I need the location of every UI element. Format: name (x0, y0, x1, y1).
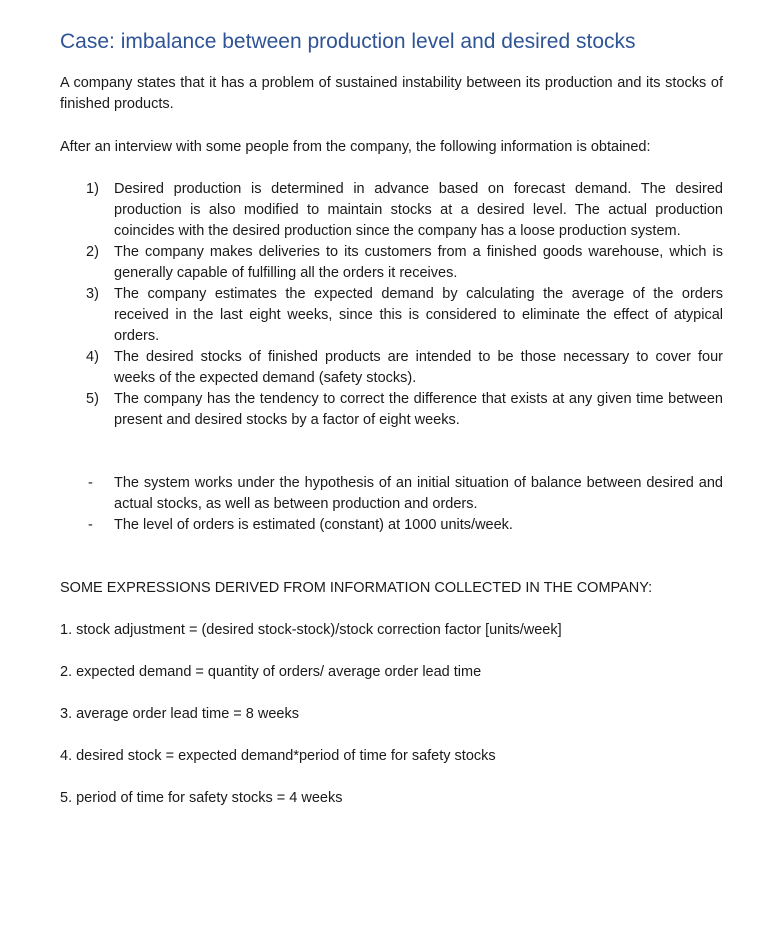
expression-line: 5. period of time for safety stocks = 4 weeks (60, 790, 343, 806)
assumption-text: The level of orders is estimated (constant) at 1000 units/week. (114, 517, 513, 533)
list-item (60, 347, 723, 389)
assumption-item (60, 515, 723, 536)
list-item-text: The company has the tendency to correct the difference that exists at any given time between present and desired stocks by a factor of eight weeks. (114, 391, 723, 428)
expression-line: 1. stock adjustment = (desired stock-stock)/stock correction factor [units/week] (60, 622, 562, 638)
dash-bullet: - (88, 517, 93, 533)
list-item-number: 2) (86, 244, 99, 260)
expression-line: 4. desired stock = expected demand*period of time for safety stocks (60, 748, 496, 764)
expressions-heading: SOME EXPRESSIONS DERIVED FROM INFORMATION COLLECTED IN THE COMPANY: (60, 580, 653, 596)
intro-paragraph: A company states that it has a problem of sustained instability between its production and its stocks of finished products. (60, 75, 723, 112)
list-item-number: 1) (86, 181, 99, 197)
numbered-list (60, 179, 723, 431)
expression-line: 3. average order lead time = 8 weeks (60, 706, 299, 722)
assumption-text: The system works under the hypothesis of an initial situation of balance between desired and actual stocks, as well as between production and orders. (114, 475, 723, 512)
interview-paragraph: After an interview with some people from the company, the following information is obtained: (60, 139, 651, 155)
list-item (60, 179, 723, 242)
list-item (60, 389, 723, 431)
list-item-text: The desired stocks of finished products are intended to be those necessary to cover four weeks of the expected demand (safety stocks). (114, 349, 723, 386)
list-item-text: Desired production is determined in advance based on forecast demand. The desired production is also modified to maintain stocks at a desired level. The actual production coincides with the desired production since the company has a loose production system. (114, 181, 723, 239)
list-item-number: 5) (86, 391, 99, 407)
dash-bullet: - (88, 475, 93, 491)
list-item-text: The company makes deliveries to its customers from a finished goods warehouse, which is generally capable of fulfilling all the orders it receives. (114, 244, 723, 281)
list-item-number: 4) (86, 349, 99, 365)
list-item-text: The company estimates the expected demand by calculating the average of the orders received in the last eight weeks, since this is considered to eliminate the effect of atypical orders. (114, 286, 723, 344)
list-item (60, 242, 723, 284)
list-item-number: 3) (86, 286, 99, 302)
expression-line: 2. expected demand = quantity of orders/ average order lead time (60, 664, 482, 680)
case-title: Case: imbalance between production level and desired stocks (60, 30, 636, 53)
list-item (60, 284, 723, 347)
assumptions-list (60, 473, 723, 536)
assumption-item (60, 473, 723, 515)
